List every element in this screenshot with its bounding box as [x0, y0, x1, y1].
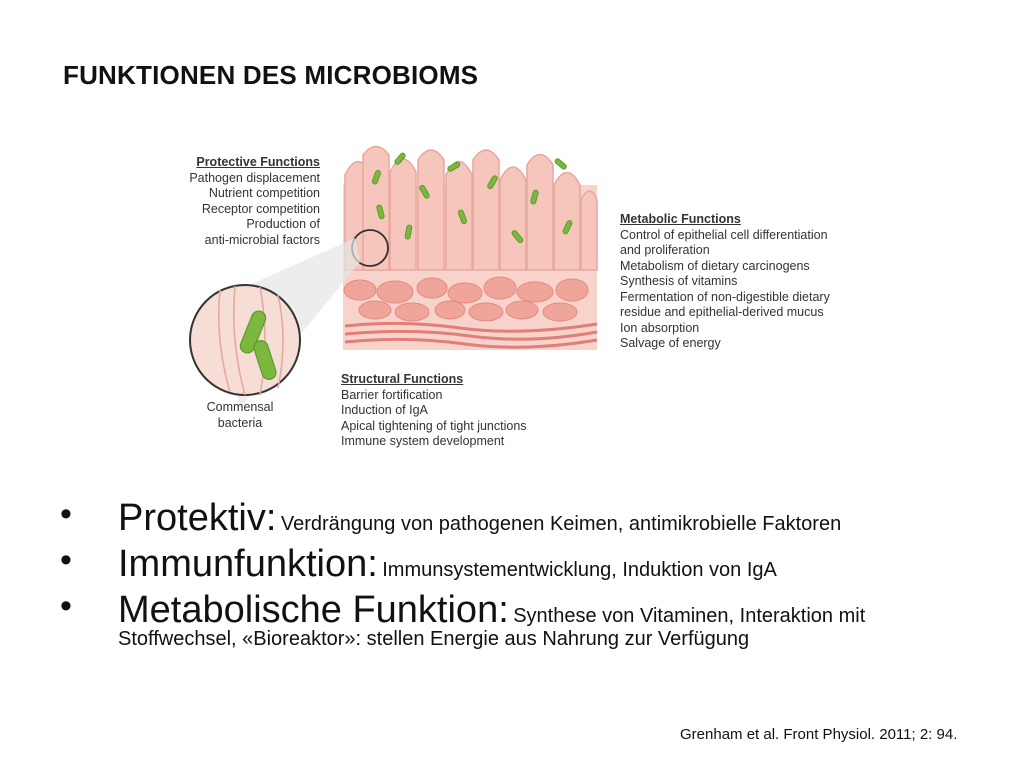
bullet-detail: Synthese von Vitaminen, Interaktion mit: [513, 605, 866, 627]
bullet-term: Protektiv:: [118, 497, 277, 539]
structural-item: Barrier fortification: [341, 387, 443, 402]
commensal-label-line: Commensal: [206, 400, 274, 414]
metabolic-item: Control of epithelial cell differentiation: [620, 227, 828, 242]
structural-functions: [341, 372, 601, 450]
bullet-detail: Immunsystementwicklung, Induktion von IgA: [382, 559, 777, 581]
bullet-marker: •: [60, 541, 72, 579]
metabolic-functions: [620, 212, 880, 352]
bullet-item: [60, 543, 1010, 585]
microbiome-figure: [160, 130, 860, 460]
citation: Grenham et al. Front Physiol. 2011; 2: 94.: [680, 726, 958, 743]
protective-item: anti-microbial factors: [204, 232, 320, 247]
bullet-term: Immunfunktion:: [118, 543, 378, 585]
structural-heading: Structural Functions: [341, 372, 464, 386]
structural-item: Induction of IgA: [341, 403, 428, 417]
bullet-item: [60, 589, 1010, 651]
bullet-marker: •: [60, 587, 72, 625]
metabolic-item: Metabolism of dietary carcinogens: [620, 258, 810, 273]
bullet-marker: •: [60, 495, 72, 533]
bullet-detail: Verdrängung von pathogenen Keimen, antimikrobielle Faktoren: [280, 513, 842, 535]
metabolic-item: Synthesis of vitamins: [620, 274, 738, 288]
metabolic-item: Fermentation of non-digestible dietary: [620, 289, 830, 304]
slide-title: FUNKTIONEN DES MICROBIOMS: [63, 60, 479, 90]
metabolic-item: and proliferation: [620, 243, 710, 257]
metabolic-item: Ion absorption: [620, 320, 700, 335]
metabolic-heading: Metabolic Functions: [620, 212, 741, 226]
protective-functions: [160, 155, 320, 248]
protective-item: Nutrient competition: [208, 186, 320, 200]
bullet-list: [60, 497, 1010, 655]
protective-item: Receptor competition: [201, 201, 320, 216]
protective-item: Production of: [246, 217, 320, 231]
protective-item: Pathogen displacement: [189, 170, 320, 185]
bullet-continuation: Stoffwechsel, «Bioreaktor»: stellen Energie aus Nahrung zur Verfügung: [118, 628, 750, 650]
structural-item: Immune system development: [341, 434, 505, 448]
bullet-term: Metabolische Funktion:: [118, 589, 509, 631]
protective-heading: Protective Functions: [196, 155, 320, 169]
commensal-label-line: bacteria: [217, 415, 263, 430]
metabolic-item: residue and epithelial-derived mucus: [620, 305, 824, 319]
bullet-item: [60, 497, 1010, 539]
structural-item: Apical tightening of tight junctions: [341, 418, 527, 433]
metabolic-item: Salvage of energy: [620, 336, 721, 350]
commensal-bacteria-label: [190, 400, 290, 431]
